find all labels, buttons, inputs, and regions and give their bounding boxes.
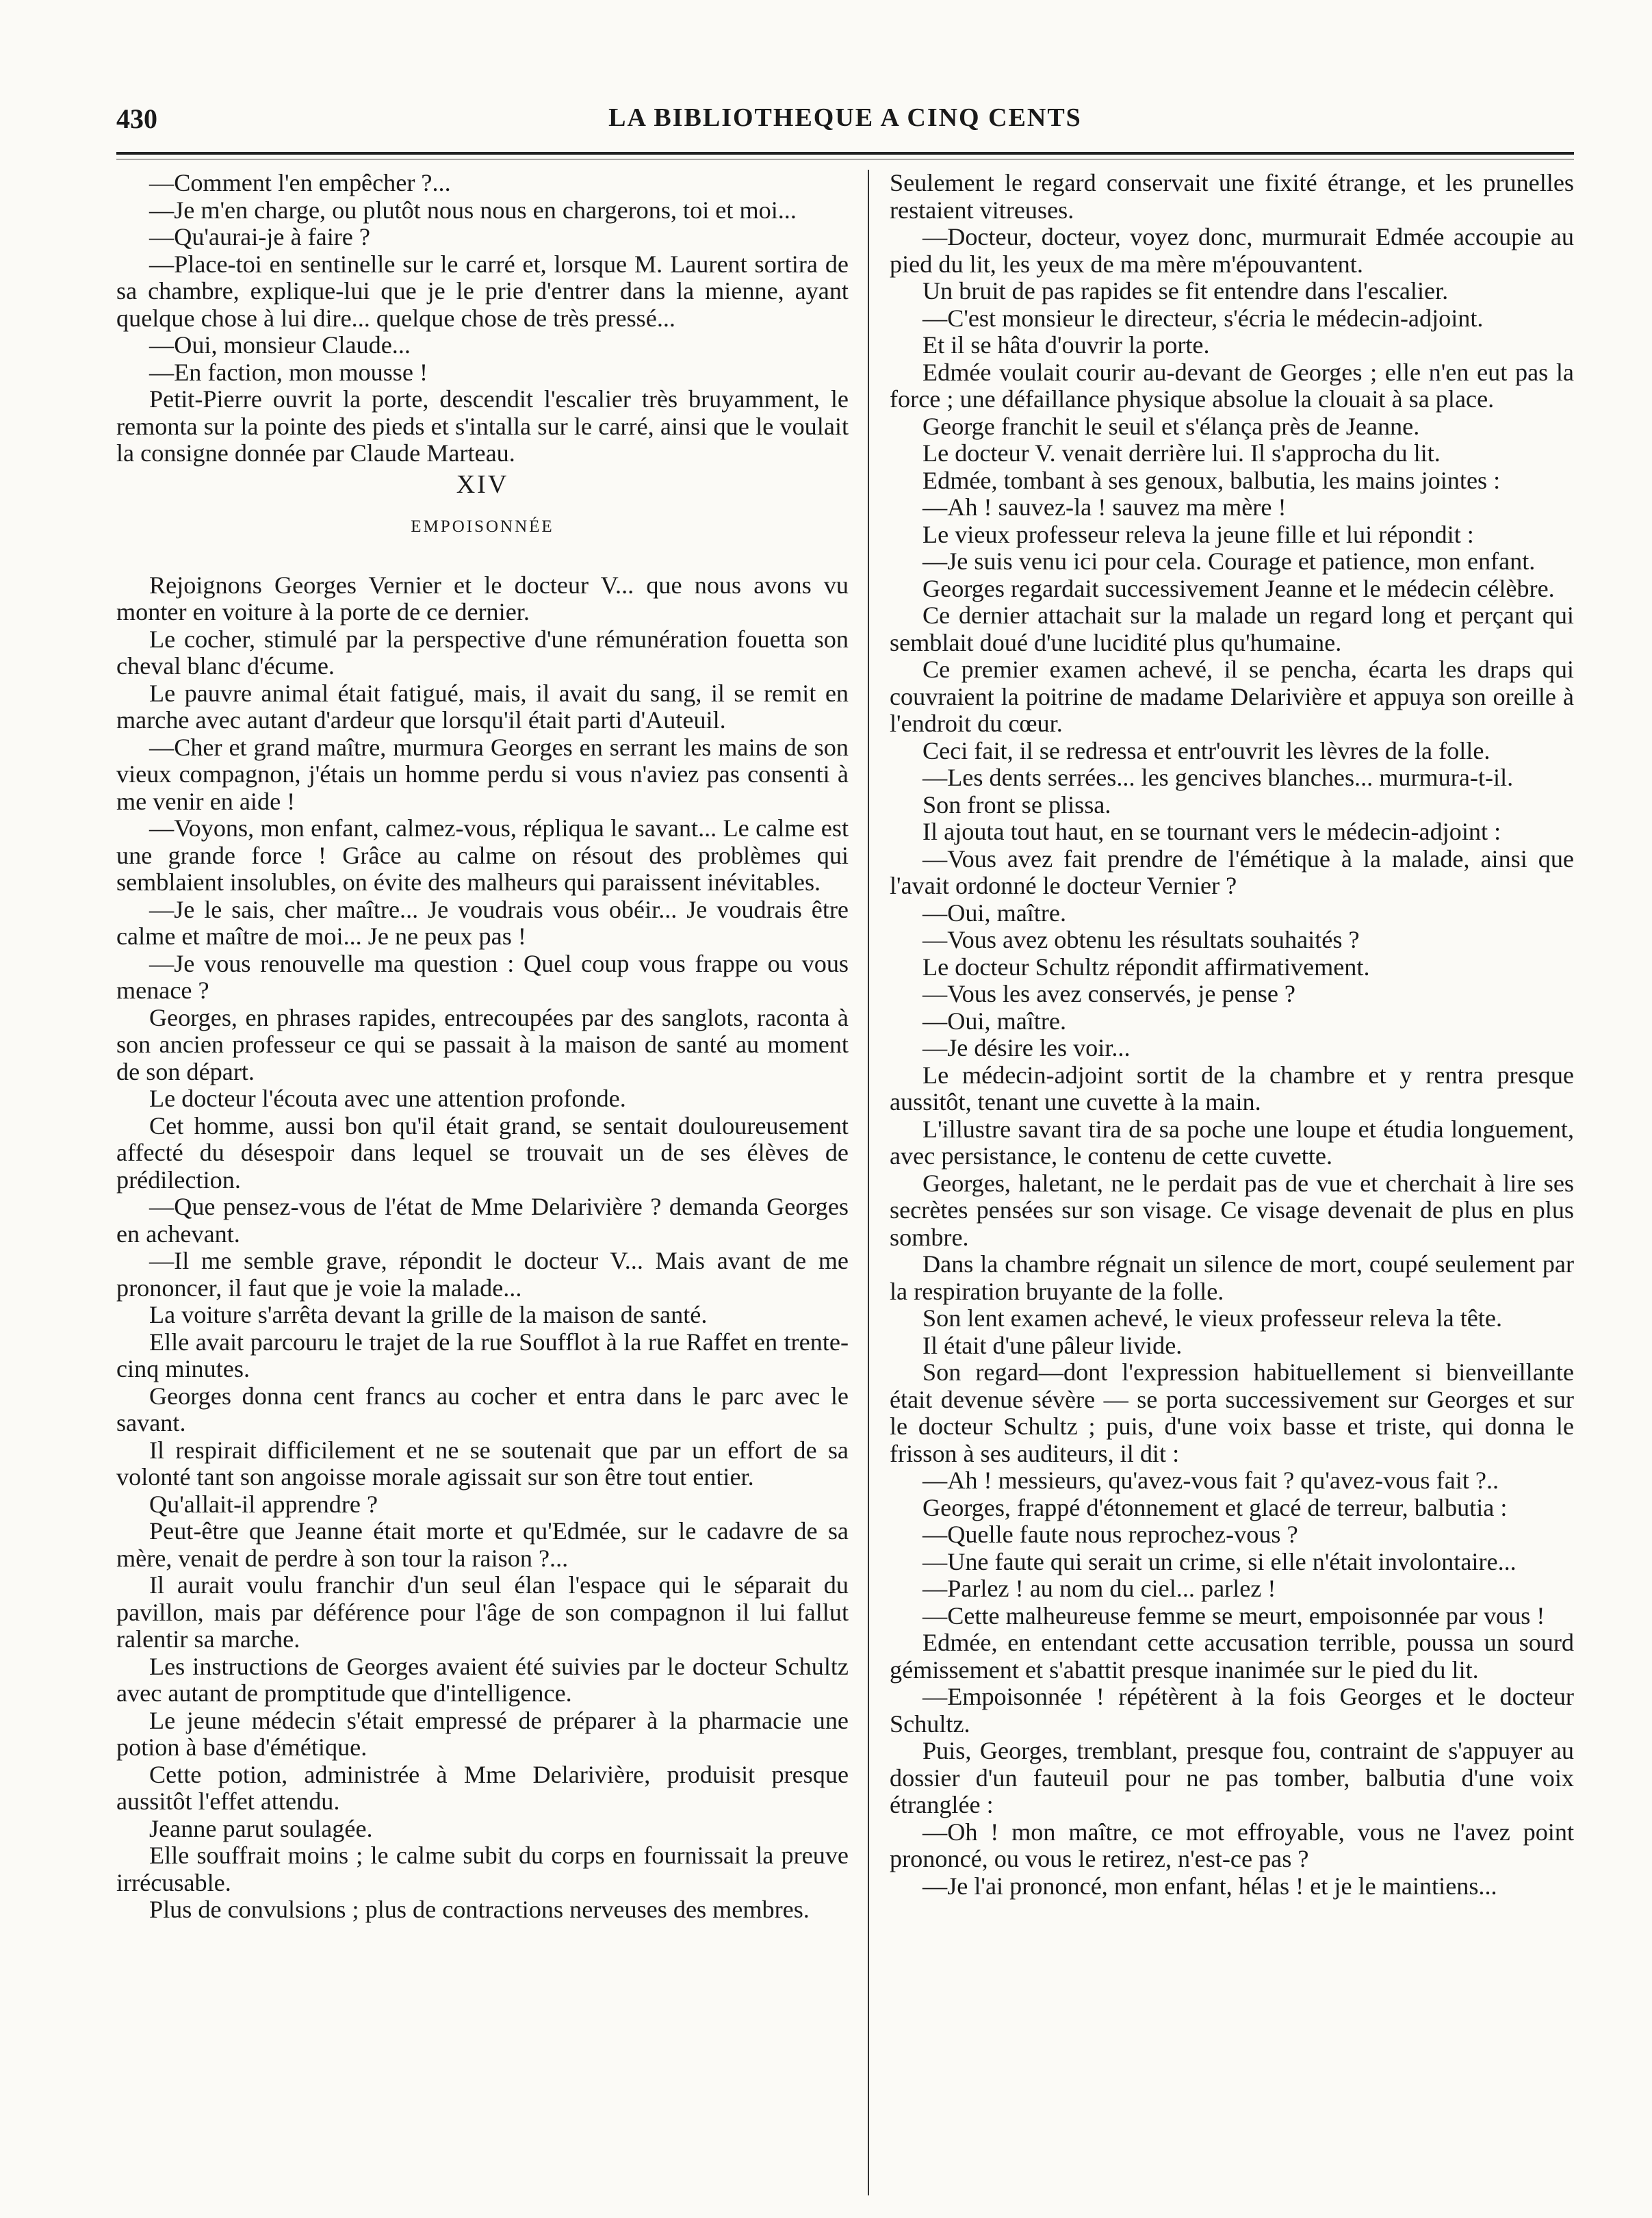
paragraph: Le docteur V. venait derrière lui. Il s'approcha du lit.: [922, 439, 1441, 467]
paragraph: Edmée, en entendant cette accusation terrible, poussa un sourd gémissement et s'abattit presque inanimée sur le pied du lit.: [890, 1629, 1574, 1684]
paragraph: Il aurait voulu franchir d'un seul élan l'espace qui le séparait du pavillon, mais par déférence pour l'âge de son compagnon il lui fallut ralentir sa marche.: [116, 1571, 849, 1653]
paragraph: —Oui, maître.: [922, 899, 1067, 927]
column-divider: [868, 170, 869, 2195]
paragraph: Le pauvre animal était fatigué, mais, il avait du sang, il se remit en marche avec autant d'ardeur que lorsqu'il était parti d'Auteuil.: [116, 679, 849, 734]
paragraph: Edmée voulait courir au-devant de Georges ; elle n'en eut pas la force ; une défaillance physique absolue la clouait à sa place.: [890, 358, 1574, 413]
paragraph: —Cher et grand maître, murmura Georges en serrant les mains de son vieux compagnon, j'étais un homme perdu si vous n'aviez pas consenti à me venir en aide !: [116, 733, 849, 815]
paragraph: Cet homme, aussi bon qu'il était grand, se sentait douloureusement affecté du désespoir dans lequel se trouvait un de ses élèves de prédilection.: [116, 1111, 849, 1194]
paragraph: Elle avait parcouru le trajet de la rue Soufflot à la rue Raffet en trente-cinq minutes.: [116, 1328, 849, 1382]
paragraph: Son front se plissa.: [922, 790, 1111, 818]
paragraph: Le jeune médecin s'était empressé de préparer à la pharmacie une potion à base d'émétique.: [116, 1706, 849, 1761]
left-column: [116, 170, 849, 2202]
paragraph: —Vous avez obtenu les résultats souhaités ?: [922, 926, 1360, 953]
paragraph: Puis, Georges, tremblant, presque fou, contraint de s'appuyer au dossier d'un fauteuil pour ne pas tomber, balbutia d'une voix étranglée :: [890, 1737, 1574, 1818]
paragraph: —Docteur, docteur, voyez donc, murmurait Edmée accoupie au pied du lit, les yeux de ma mère m'épouvantent.: [890, 223, 1574, 278]
chapter-number: XIV: [456, 469, 509, 499]
paragraph: —Je l'ai prononcé, mon enfant, hélas ! et je le maintiens...: [922, 1872, 1497, 1900]
paragraph: Le médecin-adjoint sortit de la chambre et y rentra presque aussitôt, tenant une cuvette à la main.: [890, 1061, 1574, 1116]
paragraph: —En faction, mon mousse !: [149, 358, 428, 386]
paragraph: —Je suis venu ici pour cela. Courage et patience, mon enfant.: [922, 547, 1536, 575]
paragraph: —Ah ! messieurs, qu'avez-vous fait ? qu'avez-vous fait ?..: [922, 1467, 1499, 1494]
paragraph: Le docteur Schultz répondit affirmativement.: [922, 953, 1370, 981]
paragraph: Peut-être que Jeanne était morte et qu'Edmée, sur le cadavre de sa mère, venait de perdre à son tour la raison ?...: [116, 1517, 849, 1572]
paragraph: —Je vous renouvelle ma question : Quel coup vous frappe ou vous menace ?: [116, 949, 849, 1004]
paragraph: Edmée, tombant à ses genoux, balbutia, les mains jointes :: [922, 466, 1501, 494]
paragraph: —Il me semble grave, répondit le docteur V... Mais avant de me prononcer, il faut que je voie la malade...: [116, 1247, 849, 1302]
paragraph: La voiture s'arrêta devant la grille de la maison de santé.: [149, 1301, 708, 1328]
paragraph: —Que pensez-vous de l'état de Mme Delarivière ? demanda Georges en achevant.: [116, 1193, 849, 1248]
page-number: 430: [116, 103, 157, 134]
paragraph: Ce dernier attachait sur la malade un regard long et perçant qui semblait doué d'une lucidité plus qu'humaine.: [890, 602, 1574, 656]
paragraph: Il était d'une pâleur livide.: [922, 1331, 1183, 1359]
paragraph: Il ajouta tout haut, en se tournant vers le médecin-adjoint :: [922, 818, 1501, 845]
right-column: [890, 170, 1574, 2202]
paragraph: —Cette malheureuse femme se meurt, empoisonnée par vous !: [922, 1601, 1545, 1629]
paragraph: Rejoignons Georges Vernier et le docteur V... que nous avons vu monter en voiture à la porte de ce dernier.: [116, 571, 849, 626]
paragraph: —Vous avez fait prendre de l'émétique à la malade, ainsi que l'avait ordonné le docteur Vernier ?: [890, 844, 1574, 899]
paragraph: Georges donna cent francs au cocher et entra dans le parc avec le savant.: [116, 1382, 849, 1436]
paragraph: —Ah ! sauvez-la ! sauvez ma mère !: [922, 493, 1287, 521]
paragraph: Le vieux professeur releva la jeune fille et lui répondit :: [922, 520, 1474, 548]
paragraph: —C'est monsieur le directeur, s'écria le médecin-adjoint.: [922, 304, 1484, 332]
paragraph: —Parlez ! au nom du ciel... parlez !: [922, 1575, 1276, 1602]
paragraph: Dans la chambre régnait un silence de mort, coupé seulement par la respiration bruyante de la folle.: [890, 1250, 1574, 1305]
paragraph: Qu'allait-il apprendre ?: [149, 1490, 378, 1518]
paragraph: Ce premier examen achevé, il se pencha, écarta les draps qui couvraient la poitrine de madame Delarivière et appuya son oreille à l'endroit du cœur.: [890, 656, 1574, 737]
paragraph: Jeanne parut soulagée.: [149, 1814, 373, 1842]
paragraph: Petit-Pierre ouvrit la porte, descendit l'escalier très bruyamment, le remonta sur la pointe des pieds et s'intalla sur le carré, ainsi que le voulait la consigne donnée par Claude Marteau.: [116, 385, 849, 467]
paragraph: —Oui, monsieur Claude...: [149, 331, 411, 359]
paragraph: Elle souffrait moins ; le calme subit du corps en fournissait la preuve irrécusable.: [116, 1842, 849, 1896]
paragraph: —Je le sais, cher maître... Je voudrais vous obéir... Je voudrais être calme et maître de moi... Je ne peux pas !: [116, 895, 849, 950]
paragraph: —Qu'aurai-je à faire ?: [149, 223, 370, 250]
paragraph: Le cocher, stimulé par la perspective d'une rémunération fouetta son cheval blanc d'écume.: [116, 625, 849, 680]
paragraph: —Les dents serrées... les gencives blanches... murmura-t-il.: [922, 764, 1514, 791]
paragraph: —Comment l'en empêcher ?...: [149, 170, 451, 196]
header-rule: [116, 152, 1574, 155]
paragraph: Georges, frappé d'étonnement et glacé de terreur, balbutia :: [922, 1493, 1508, 1521]
paragraph: Son regard—dont l'expression habituellement si bienveillante était devenue sévère — se porta successivement sur Georges et sur le docteur Schultz ; puis, d'une voix basse et triste, qui donna le frisson à ses auditeurs, il dit :: [890, 1358, 1574, 1467]
paragraph: —Voyons, mon enfant, calmez-vous, répliqua le savant... Le calme est une grande force ! Grâce au calme on résout des problèmes qui semblaient insolubles, on évite des malheurs qui paraissent inévitables.: [116, 814, 849, 896]
paragraph: Et il se hâta d'ouvrir la porte.: [922, 331, 1210, 359]
paragraph: —Je m'en charge, ou plutôt nous nous en chargerons, toi et moi...: [149, 196, 797, 224]
paragraph: —Une faute qui serait un crime, si elle n'était involontaire...: [922, 1547, 1517, 1575]
paragraph: Il respirait difficilement et ne se soutenait que par un effort de sa volonté tant son angoisse morale agissait sur son être tout entier.: [116, 1436, 849, 1491]
paragraph: Ceci fait, il se redressa et entr'ouvrit les lèvres de la folle.: [922, 736, 1490, 764]
paragraph: Georges, en phrases rapides, entrecoupées par des sanglots, raconta à son ancien professeur ce qui se passait à la maison de santé au moment de son départ.: [116, 1003, 849, 1085]
running-title: LA BIBLIOTHEQUE A CINQ CENTS: [608, 103, 1082, 132]
paragraph: Le docteur l'écouta avec une attention profonde.: [149, 1085, 626, 1112]
paragraph: —Je désire les voir...: [922, 1034, 1131, 1061]
paragraph: —Oh ! mon maître, ce mot effroyable, vous ne l'avez point prononcé, ou vous le retirez, n'est-ce pas ?: [890, 1818, 1574, 1872]
paragraph: Les instructions de Georges avaient été suivies par le docteur Schultz avec autant de promptitude que d'intelligence.: [116, 1652, 849, 1707]
paragraph: —Quelle faute nous reprochez-vous ?: [922, 1521, 1298, 1548]
paragraph: Cette potion, administrée à Mme Delarivière, produisit presque aussitôt l'effet attendu.: [116, 1760, 849, 1815]
paragraph: Georges, haletant, ne le perdait pas de vue et cherchait à lire ses secrètes pensées sur son visage. Ce visage devenait de plus en plus sombre.: [890, 1169, 1574, 1251]
chapter-title: EMPOISONNÉE: [411, 517, 554, 536]
paragraph: —Oui, maître.: [922, 1007, 1067, 1035]
paragraph: L'illustre savant tira de sa poche une loupe et étudia longuement, avec persistance, le contenu de cette cuvette.: [890, 1115, 1574, 1170]
paragraph: —Place-toi en sentinelle sur le carré et, lorsque M. Laurent sortira de sa chambre, explique-lui que je le prie d'entrer dans la mienne, ayant quelque chose à lui dire... quelque chose de très pressé...: [116, 250, 849, 332]
paragraph: Georges regardait successivement Jeanne et le médecin célèbre.: [922, 574, 1555, 602]
paragraph: George franchit le seuil et s'élança près de Jeanne.: [922, 412, 1420, 440]
paragraph: Plus de convulsions ; plus de contractions nerveuses des membres.: [149, 1896, 810, 1923]
paragraph: Son lent examen achevé, le vieux professeur releva la tête.: [922, 1304, 1503, 1332]
paragraph: Seulement le regard conservait une fixité étrange, et les prunelles restaient vitreuses.: [890, 170, 1574, 224]
page-header: [116, 103, 1574, 144]
paragraph: —Vous les avez conservés, je pense ?: [922, 980, 1295, 1007]
paragraph: —Empoisonnée ! répétèrent à la fois Georges et le docteur Schultz.: [890, 1683, 1574, 1738]
paragraph: Un bruit de pas rapides se fit entendre dans l'escalier.: [922, 277, 1449, 305]
